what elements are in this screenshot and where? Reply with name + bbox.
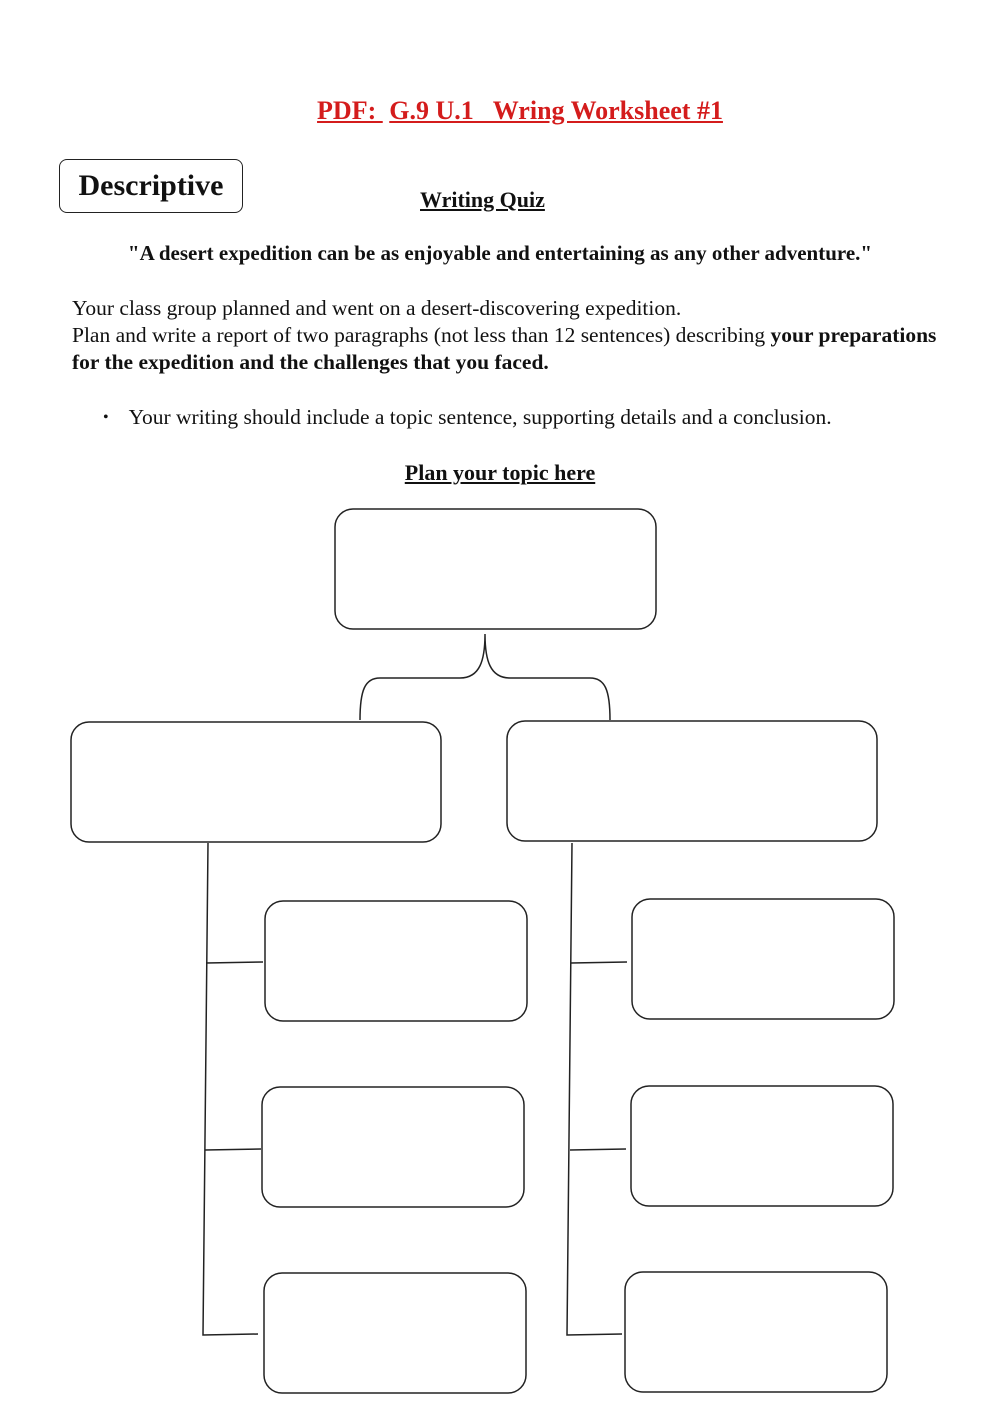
right-detail-box-3[interactable] bbox=[625, 1272, 887, 1392]
quiz-subtitle: Writing Quiz bbox=[420, 187, 545, 212]
topic-box[interactable] bbox=[335, 509, 656, 629]
instructions-line-1: Your class group planned and went on a desert-discovering expedition. bbox=[72, 296, 682, 320]
left-detail-box-3[interactable] bbox=[264, 1273, 526, 1393]
plan-heading-text: Plan your topic here bbox=[404, 460, 596, 485]
instructions-line-2-regular: Plan and write a report of two paragraphs (not less than 12 sentences) describing bbox=[72, 323, 771, 347]
left-detail-box-2[interactable] bbox=[262, 1087, 524, 1207]
title-main: G.9 U.1 Wring Worksheet #1 bbox=[389, 96, 723, 125]
title-prefix: PDF: bbox=[317, 96, 383, 125]
paragraph-2-box[interactable] bbox=[507, 721, 877, 841]
left-spine-line bbox=[203, 843, 263, 1335]
prompt-quote: "A desert expedition can be as enjoyable and entertaining as any other adventure." bbox=[127, 241, 873, 265]
right-detail-box-2[interactable] bbox=[631, 1086, 893, 1206]
right-spine-line bbox=[567, 843, 627, 1335]
bullet-text: Your writing should include a topic sentence, supporting details and a conclusion. bbox=[128, 405, 832, 429]
brace-connector bbox=[360, 634, 610, 720]
left-detail-box-1[interactable] bbox=[265, 901, 527, 1021]
instructions-line-2-bold: your preparations for the expedition and the challenges that you faced. bbox=[72, 323, 937, 374]
bullet-dot-icon: • bbox=[103, 409, 109, 426]
right-detail-box-1[interactable] bbox=[632, 899, 894, 1019]
descriptive-badge: Descriptive bbox=[59, 159, 243, 213]
paragraph-1-box[interactable] bbox=[71, 722, 441, 842]
